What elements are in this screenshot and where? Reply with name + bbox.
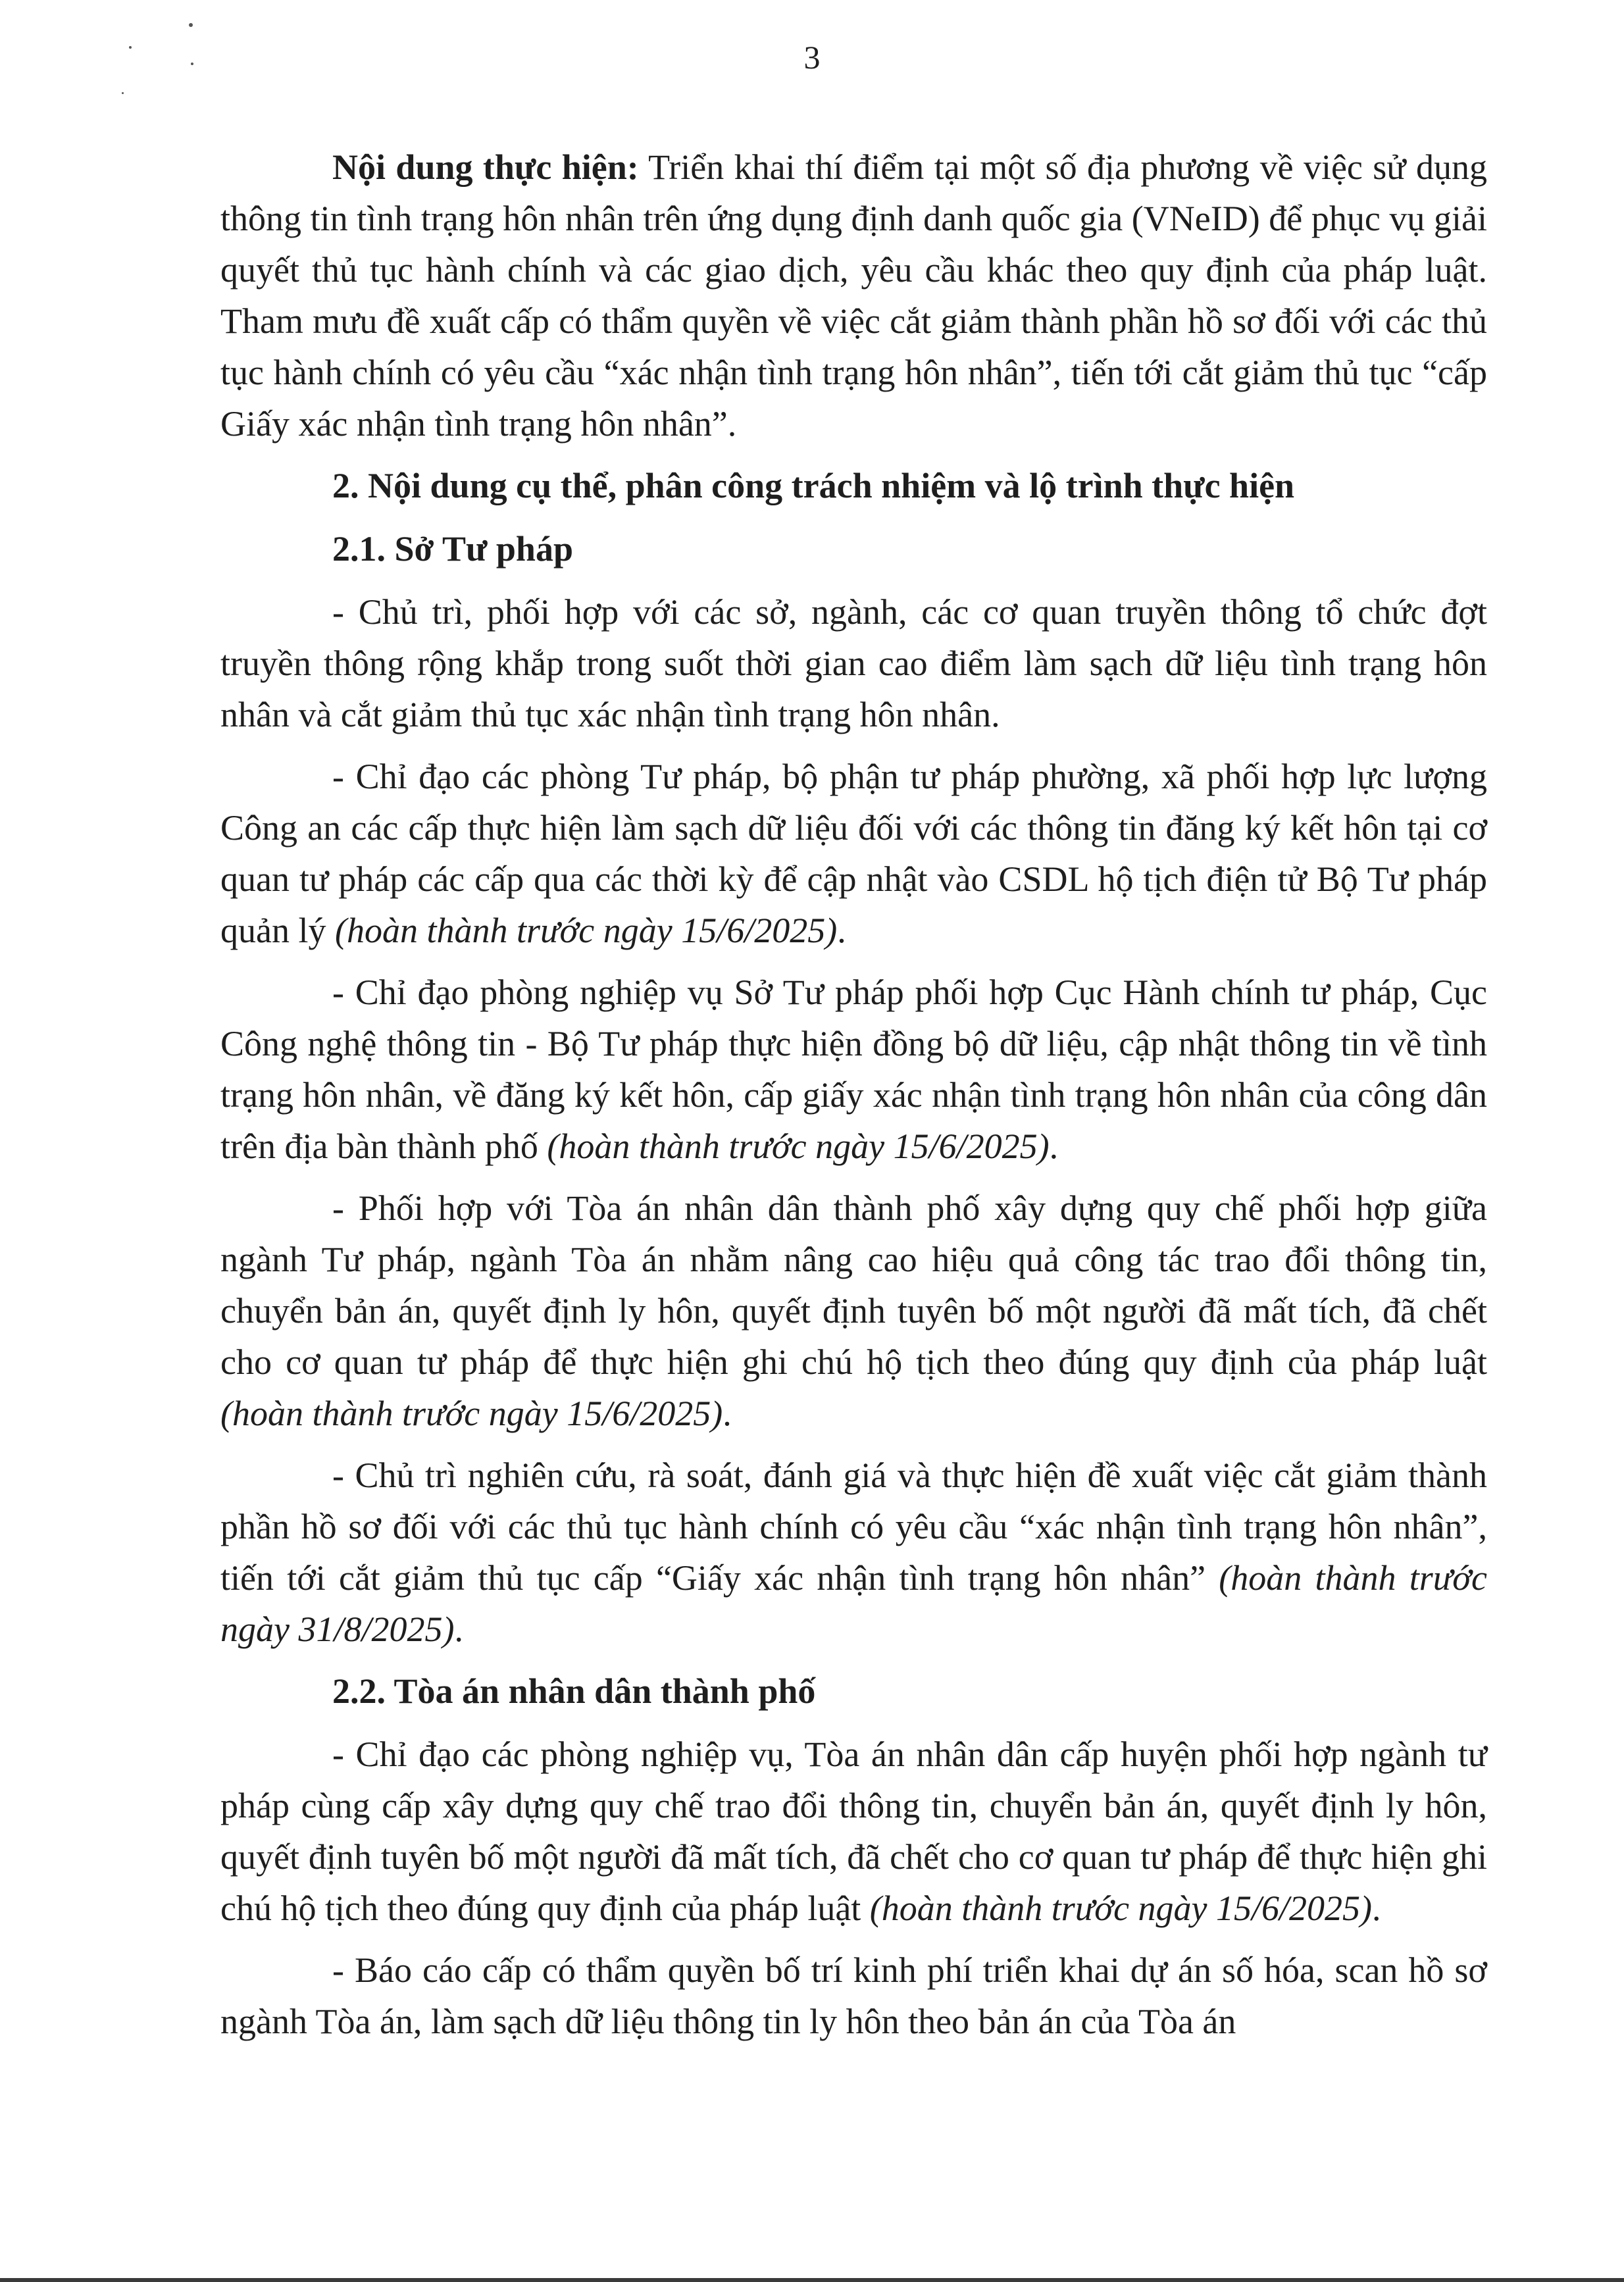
document-body: [220, 141, 1487, 2058]
scan-bottom-edge: [0, 2278, 1624, 2282]
scan-speck: [122, 92, 124, 94]
intro-text: Triển khai thí điểm tại một số địa phương về việc sử dụng thông tin tình trạng hôn nhân trên ứng dụng định danh quốc gia (VNeID) để phục vụ giải quyết thủ tục hành chính và các giao dịch, yêu cầu khác theo quy định của pháp luật. Tham mưu đề xuất cấp có thẩm quyền về việc cắt giảm thành phần hồ sơ đối với các thủ tục hành chính có yêu cầu “xác nhận tình trạng hôn nhân”, tiến tới cắt giảm thủ tục “cấp Giấy xác nhận tình trạng hôn nhân”.: [220, 147, 1487, 444]
intro-lead: Nội dung thực hiện:: [332, 147, 639, 187]
deadline: (hoàn thành trước ngày 15/6/2025): [220, 1394, 723, 1433]
page-number: 3: [803, 39, 821, 76]
list-item: - Chỉ đạo các phòng Tư pháp, bộ phận tư pháp phường, xã phối hợp lực lượng Công an các cấp thực hiện làm sạch dữ liệu đối với các thông tin đăng ký kết hôn tại cơ quan tư pháp các cấp qua các thời kỳ để cập nhật vào CSDL hộ tịch điện tử Bộ Tư pháp quản lý (hoàn thành trước ngày 15/6/2025).: [220, 757, 1487, 950]
section-2-1-heading: 2.1. Sở Tư pháp: [332, 529, 573, 569]
section-2-2-heading: 2.2. Tòa án nhân dân thành phố: [332, 1671, 816, 1711]
deadline: (hoàn thành trước ngày 31/8/2025): [220, 1558, 1487, 1649]
section-2-heading: 2. Nội dung cụ thể, phân công trách nhiệm và lộ trình thực hiện: [332, 466, 1295, 505]
list-item: - Phối hợp với Tòa án nhân dân thành phố xây dựng quy chế phối hợp giữa ngành Tư pháp, ngành Tòa án nhằm nâng cao hiệu quả công tác trao đổi thông tin, chuyển bản án, quyết định ly hôn, quyết định tuyên bố một người đã mất tích, đã chết cho cơ quan tư pháp để thực hiện ghi chú hộ tịch theo đúng quy định của pháp luật (hoàn thành trước ngày 15/6/2025).: [220, 1188, 1487, 1433]
intro-paragraph: [220, 141, 1487, 449]
list-item: - Chỉ đạo phòng nghiệp vụ Sở Tư pháp phối hợp Cục Hành chính tư pháp, Cục Công nghệ thông tin - Bộ Tư pháp thực hiện đồng bộ dữ liệu, cập nhật thông tin về tình trạng hôn nhân, về đăng ký kết hôn, cấp giấy xác nhận tình trạng hôn nhân của công dân trên địa bàn thành phố (hoàn thành trước ngày 15/6/2025).: [220, 973, 1487, 1166]
deadline: (hoàn thành trước ngày 15/6/2025): [334, 911, 838, 950]
deadline: (hoàn thành trước ngày 15/6/2025): [869, 1889, 1372, 1928]
list-item: - Báo cáo cấp có thẩm quyền bố trí kinh phí triển khai dự án số hóa, scan hồ sơ ngành Tòa án, làm sạch dữ liệu thông tin ly hôn theo bản án của Tòa án: [220, 1950, 1487, 2041]
list-item: - Chỉ đạo các phòng nghiệp vụ, Tòa án nhân dân cấp huyện phối hợp ngành tư pháp cùng cấp xây dựng quy chế trao đổi thông tin, chuyển bản án, quyết định ly hôn, quyết định tuyên bố một người đã mất tích, đã chết cho cơ quan tư pháp để thực hiện ghi chú hộ tịch theo đúng quy định của pháp luật (hoàn thành trước ngày 15/6/2025).: [220, 1735, 1487, 1928]
scan-speck: [189, 23, 193, 27]
deadline: (hoàn thành trước ngày 15/6/2025): [547, 1127, 1050, 1166]
list-item: - Chủ trì, phối hợp với các sở, ngành, các cơ quan truyền thông tổ chức đợt truyền thông rộng khắp trong suốt thời gian cao điểm làm sạch dữ liệu tình trạng hôn nhân và cắt giảm thủ tục xác nhận tình trạng hôn nhân.: [220, 592, 1487, 734]
list-item: - Chủ trì nghiên cứu, rà soát, đánh giá và thực hiện đề xuất việc cắt giảm thành phần hồ sơ đối với các thủ tục hành chính có yêu cầu “xác nhận tình trạng hôn nhân”, tiến tới cắt giảm thủ tục cấp “Giấy xác nhận tình trạng hôn nhân” (hoàn thành trước ngày 31/8/2025).: [220, 1456, 1487, 1649]
